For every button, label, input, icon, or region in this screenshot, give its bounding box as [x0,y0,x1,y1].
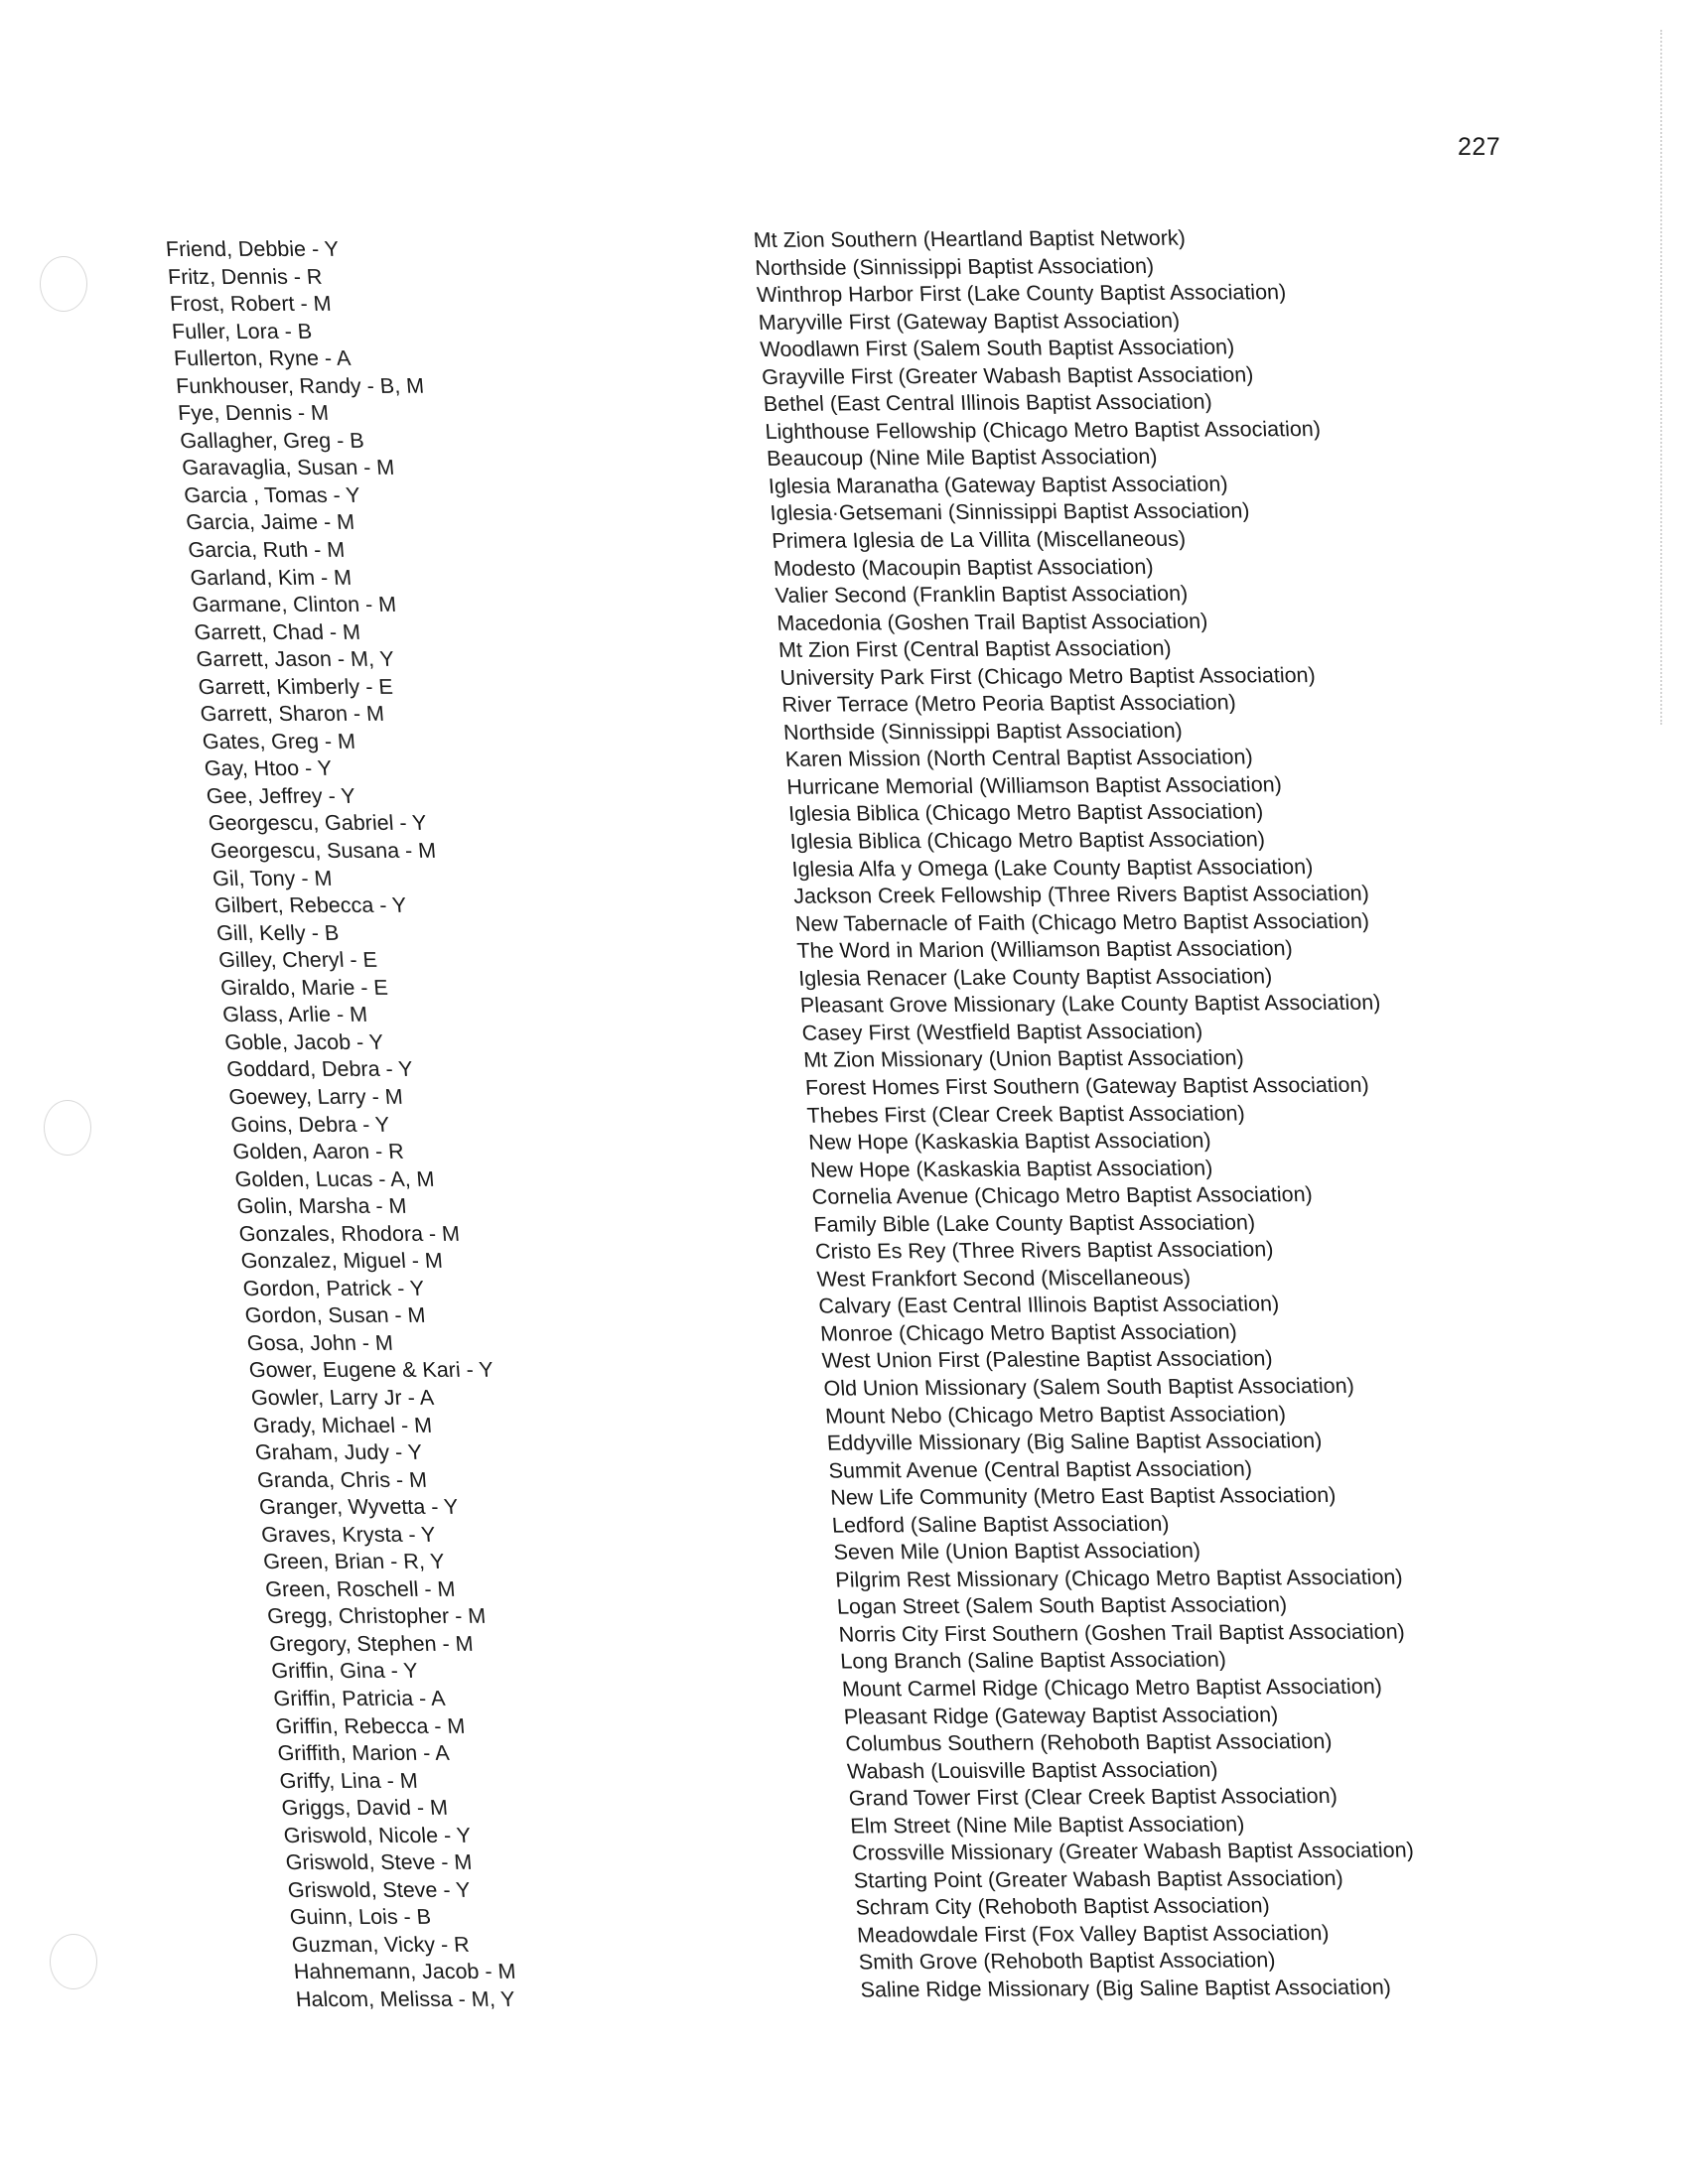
church-name: Beaucoup (Nine Mile Baptist Association) [766,445,1159,472]
church-name: Smith Grove (Rehoboth Baptist Association) [858,1948,1277,1975]
church-name: University Park First (Chicago Metro Baptist Association) [779,662,1317,690]
church-name: Columbus Southern (Rehoboth Baptist Association) [844,1729,1334,1756]
member-name: Gregg, Christopher - M [266,1604,488,1629]
member-name: Grady, Michael - M [252,1413,433,1437]
member-name: Griswold, Steve - Y [286,1877,472,1902]
member-name: Gallagher, Greg - B [179,428,365,453]
church-name: Monroe (Chicago Metro Baptist Association) [819,1319,1238,1346]
church-name: Meadowdale First (Fox Valley Baptist Association) [856,1920,1331,1948]
member-name: Gordon, Patrick - Y [241,1276,426,1300]
member-name: Gosa, John - M [245,1330,394,1355]
church-name: Saline Ridge Missionary (Big Saline Baptist Association) [859,1975,1392,2002]
member-name: Goddard, Debra - Y [225,1057,414,1082]
member-name: Fye, Dennis - M [177,401,330,426]
church-name: Family Bible (Lake County Baptist Association) [812,1210,1256,1237]
scan-edge-artifact [1660,30,1662,725]
member-name: Golin, Marsha - M [235,1193,408,1219]
member-name: Garrett, Kimberly - E [197,674,394,699]
church-name: New Hope (Kaskaskia Baptist Association) [809,1156,1213,1182]
member-name: Fritz, Dennis - R [167,264,324,289]
member-name: Garrett, Jason - M, Y [195,647,395,672]
member-name: Gilbert, Rebecca - Y [213,892,408,918]
church-name: Old Union Missionary (Salem South Baptist Association) [822,1373,1355,1401]
member-name: Green, Brian - R, Y [262,1550,446,1574]
church-name: Cristo Es Rey (Three Rivers Baptist Association) [814,1237,1275,1264]
church-name: Modesto (Macoupin Baptist Association) [773,554,1155,581]
member-name: Garavaglia, Susan - M [181,456,396,480]
church-name: Mt Zion Missionary (Union Baptist Association) [802,1045,1245,1073]
member-name: Griffin, Patricia - A [272,1686,447,1710]
member-name: Gilley, Cheryl - E [217,948,378,973]
member-name: Griswold, Nicole - Y [282,1823,472,1847]
member-name: Guinn, Lois - B [288,1905,432,1930]
member-name: Gay, Htoo - Y [203,756,334,781]
churches-column [753,224,1442,2004]
church-name: Lighthouse Fellowship (Chicago Metro Baptist Association) [764,416,1322,444]
member-name: Funkhouser, Randy - B, M [175,373,425,398]
member-name: Gee, Jeffrey - Y [206,783,356,808]
member-name: Fuller, Lora - B [171,319,313,343]
member-name: Granger, Wyvetta - Y [258,1494,460,1520]
names-column [165,236,545,2014]
church-name: Casey First (Westfield Baptist Association) [800,1019,1203,1045]
church-name: Hurricane Memorial (Williamson Baptist Association) [785,772,1283,799]
member-name: Garcia, Jaime - M [185,510,355,535]
member-name: Garcia , Tomas - Y [183,482,361,507]
church-name: Northside (Sinnissippi Baptist Association) [754,253,1155,280]
punch-hole-mark [40,256,87,312]
church-name: Crossville Missionary (Greater Wabash Baptist Association) [851,1838,1415,1865]
church-name: Pleasant Grove Missionary (Lake County Baptist Association) [799,991,1382,1019]
church-name: Mount Nebo (Chicago Metro Baptist Association) [824,1401,1287,1429]
punch-hole-mark [44,1100,91,1156]
member-name: Green, Roschell - M [264,1576,457,1601]
church-name: Summit Avenue (Central Baptist Association) [827,1455,1253,1483]
church-name: The Word in Marion (Williamson Baptist Association) [795,936,1294,963]
church-name: Cornelia Avenue (Chicago Metro Baptist Association) [811,1182,1314,1209]
church-name: Mt Zion Southern (Heartland Baptist Network) [753,225,1187,252]
church-name: Calvary (East Central Illinois Baptist Association) [817,1292,1280,1318]
member-name: Gill, Kelly - B [215,920,341,945]
church-name: Macedonia (Goshen Trail Baptist Association) [776,609,1208,635]
member-name: Graves, Krysta - Y [260,1522,437,1547]
member-name: Georgescu, Susana - M [210,838,437,864]
church-name: Winthrop Harbor First (Lake County Baptist Association) [756,280,1287,308]
member-name: Glass, Arlie - M [221,1003,368,1027]
member-name: Garmane, Clinton - M [191,592,397,617]
member-name: Garrett, Chad - M [193,619,361,644]
member-name: Griffin, Rebecca - M [274,1713,467,1738]
church-name: River Terrace (Metro Peoria Baptist Association) [780,690,1237,718]
church-name: Woodlawn First (Salem South Baptist Association) [759,335,1235,362]
member-name: Goewey, Larry - M [227,1084,404,1109]
church-name: Grand Tower First (Clear Creek Baptist Association) [848,1784,1339,1811]
church-name: Schram City (Rehoboth Baptist Association) [854,1893,1271,1920]
church-name: Maryville First (Gateway Baptist Association) [758,308,1181,335]
member-name: Gowler, Larry Jr - A [250,1385,435,1410]
church-name: Valier Second (Franklin Baptist Association) [774,581,1189,608]
church-name: Ledford (Saline Baptist Association) [831,1511,1171,1538]
church-name: Iglesia Renacer (Lake County Baptist Association) [797,964,1273,991]
member-name: Graham, Judy - Y [254,1439,424,1465]
member-name: Garcia, Ruth - M [187,537,347,563]
member-name: Griggs, David - M [280,1796,449,1821]
member-name: Gates, Greg - M [201,729,356,753]
church-name: Forest Homes First Southern (Gateway Baptist Association) [804,1072,1370,1100]
church-name: Logan Street (Salem South Baptist Association) [836,1592,1288,1619]
church-name: Jackson Creek Fellowship (Three Rivers Baptist Association) [792,881,1370,908]
member-name: Griffith, Marion - A [276,1740,451,1766]
church-name: Mt Zion First (Central Baptist Association) [777,636,1173,663]
member-name: Frost, Robert - M [169,291,333,317]
church-name: Bethel (East Central Illinois Baptist Association) [763,389,1213,417]
member-name: Gil, Tony - M [212,866,334,890]
church-name: New Tabernacle of Faith (Chicago Metro Baptist Association) [794,908,1370,936]
church-name: Norris City First Southern (Goshen Trail Baptist Association) [837,1619,1406,1647]
member-name: Friend, Debbie - Y [165,236,340,261]
church-name: New Life Community (Metro East Baptist Association) [829,1483,1338,1510]
church-name: Iglesia Biblica (Chicago Metro Baptist Association) [787,799,1264,827]
member-name: Golden, Aaron - R [231,1139,405,1164]
church-name: Iglesia Maranatha (Gateway Baptist Association) [768,472,1229,498]
church-name: Thebes First (Clear Creek Baptist Association) [805,1100,1246,1128]
church-name: Eddyville Missionary (Big Saline Baptist Association) [826,1429,1323,1455]
member-name: Garrett, Sharon - M [199,702,385,727]
church-name: Primera Iglesia de La Villita (Miscellaneous) [771,526,1187,553]
member-name: Guzman, Vicky - R [290,1932,471,1957]
member-name: Goins, Debra - Y [229,1112,391,1137]
church-name: Iglesia Biblica (Chicago Metro Baptist Association) [789,827,1266,854]
member-name: Garland, Kim - M [189,565,352,590]
church-name: Iglesia·Getsemani (Sinnissippi Baptist Association) [769,498,1251,526]
church-name: Karen Mission (North Central Baptist Association) [784,745,1254,772]
member-name: Fullerton, Ryne - A [173,346,352,371]
member-name: Gower, Eugene & Kari - Y [247,1358,494,1383]
member-name: Halcom, Melissa - M, Y [295,1986,516,2011]
church-name: Wabash (Louisville Baptist Association) [846,1757,1219,1784]
church-name: Seven Mile (Union Baptist Association) [832,1538,1201,1565]
church-name: Northside (Sinnissippi Baptist Association) [782,718,1184,745]
church-name: New Hope (Kaskaskia Baptist Association) [807,1128,1212,1155]
member-name: Giraldo, Marie - E [219,975,389,1000]
member-name: Gregory, Stephen - M [268,1631,475,1656]
member-name: Georgescu, Gabriel - Y [208,811,428,836]
church-name: Starting Point (Greater Wabash Baptist Association) [853,1865,1344,1893]
member-name: Hahnemann, Jacob - M [293,1960,517,1984]
member-name: Golden, Lucas - A, M [233,1166,436,1191]
member-name: Griffin, Gina - Y [270,1659,419,1684]
church-name: Pilgrim Rest Missionary (Chicago Metro Baptist Association) [834,1565,1404,1592]
church-name: West Frankfort Second (Miscellaneous) [816,1265,1192,1292]
church-name: Iglesia Alfa y Omega (Lake County Baptist Association) [790,854,1314,882]
member-name: Gordon, Susan - M [243,1303,427,1328]
page-number: 227 [1458,133,1501,161]
member-name: Griffy, Lina - M [278,1768,419,1793]
member-name: Griswold, Steve - M [284,1850,474,1875]
member-name: Gonzalez, Miguel - M [239,1249,444,1274]
church-name: Mount Carmel Ridge (Chicago Metro Baptist Association) [841,1674,1383,1702]
punch-hole-mark [50,1934,97,1989]
church-name: Grayville First (Greater Wabash Baptist Association) [761,362,1255,389]
church-name: Long Branch (Saline Baptist Association) [839,1647,1227,1674]
church-name: Pleasant Ridge (Gateway Baptist Association) [843,1702,1279,1729]
member-name: Goble, Jacob - Y [223,1029,384,1054]
member-name: Granda, Chris - M [256,1467,428,1492]
church-name: West Union First (Palestine Baptist Association) [821,1346,1274,1374]
member-name: Gonzales, Rhodora - M [237,1221,461,1246]
church-name: Elm Street (Nine Mile Baptist Association) [849,1812,1245,1839]
